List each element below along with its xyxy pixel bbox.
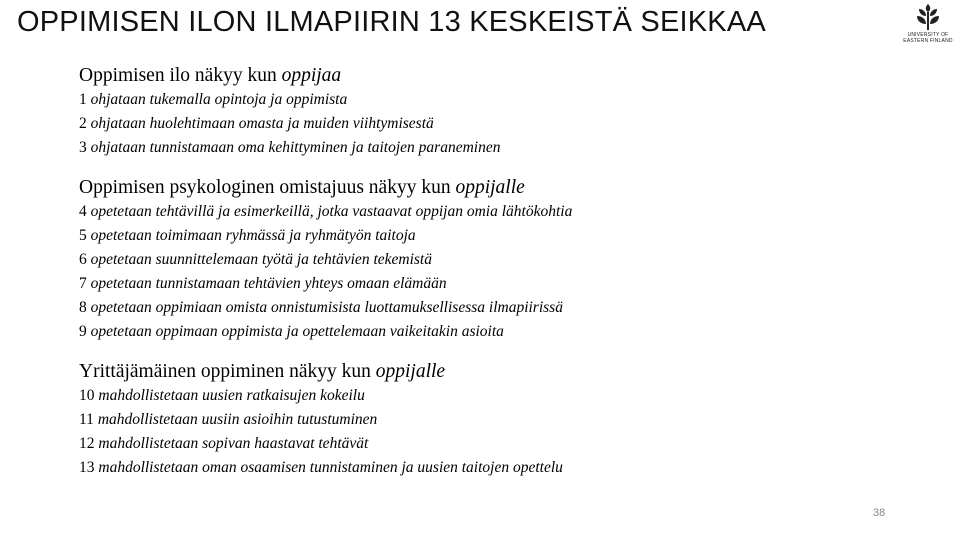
item-text: opetetaan tehtävillä ja esimerkeillä, jotka vastaavat oppijan omia lähtökohtia <box>90 203 573 220</box>
section-heading <box>79 360 899 384</box>
item-text: ohjataan tunnistamaan oma kehittyminen ja taitojen paraneminen <box>90 139 501 156</box>
list-item <box>79 456 899 480</box>
item-number: 2 <box>79 115 87 132</box>
item-number: 6 <box>79 251 87 268</box>
item-number: 1 <box>79 91 87 108</box>
list-item <box>79 384 899 408</box>
heading-emphasis: oppijalle <box>455 177 525 198</box>
slide-title: OPPIMISEN ILON ILMAPIIRIN 13 KESKEISTÄ SEIKKAA <box>17 6 766 38</box>
item-number: 9 <box>79 323 87 340</box>
item-number: 12 <box>79 435 95 452</box>
item-text: ohjataan huolehtimaan omasta ja muiden viihtymisestä <box>90 115 434 132</box>
item-text: opetetaan oppimaan oppimista ja opettelemaan vaikeitakin asioita <box>90 323 504 340</box>
item-number: 11 <box>79 411 94 428</box>
list-item <box>79 248 899 272</box>
list-item <box>79 272 899 296</box>
item-number: 7 <box>79 275 87 292</box>
item-text: opetetaan suunnittelemaan työtä ja tehtävien tekemistä <box>90 251 432 268</box>
list-item <box>79 88 899 112</box>
item-text: mahdollistetaan sopivan haastavat tehtävät <box>98 435 369 452</box>
item-text: mahdollistetaan uusien ratkaisujen kokeilu <box>98 387 365 404</box>
item-text: mahdollistetaan uusiin asioihin tutustuminen <box>97 411 378 428</box>
leaf-emblem-icon <box>914 2 942 32</box>
list-item <box>79 320 899 344</box>
logo-line-2: EASTERN FINLAND <box>903 38 953 44</box>
item-text: ohjataan tukemalla opintoja ja oppimista <box>90 91 348 108</box>
item-number: 8 <box>79 299 87 316</box>
university-logo <box>898 2 958 46</box>
page-number: 38 <box>873 507 886 519</box>
logo-line-1: UNIVERSITY OF <box>907 32 949 38</box>
section-oppimisen-ilo <box>79 64 899 160</box>
list-item <box>79 296 899 320</box>
list-item <box>79 200 899 224</box>
section-heading <box>79 176 899 200</box>
item-text: mahdollistetaan oman osaamisen tunnistaminen ja uusien taitojen opettelu <box>98 459 563 476</box>
slide-body <box>79 64 899 480</box>
heading-text: Oppimisen ilo näkyy kun <box>79 65 282 86</box>
list-item <box>79 136 899 160</box>
item-number: 4 <box>79 203 87 220</box>
section-heading <box>79 64 899 88</box>
heading-text: Yrittäjämäinen oppiminen näkyy kun <box>79 361 376 382</box>
list-item <box>79 224 899 248</box>
list-item <box>79 408 899 432</box>
item-number: 10 <box>79 387 95 404</box>
item-text: opetetaan toimimaan ryhmässä ja ryhmätyön taitoja <box>90 227 416 244</box>
section-yrittajamainen-oppiminen <box>79 360 899 480</box>
list-item <box>79 432 899 456</box>
heading-text: Oppimisen psykologinen omistajuus näkyy kun <box>79 177 456 198</box>
list-item <box>79 112 899 136</box>
heading-emphasis: oppijaa <box>281 65 342 86</box>
item-number: 3 <box>79 139 87 156</box>
item-number: 13 <box>79 459 95 476</box>
item-text: opetetaan tunnistamaan tehtävien yhteys omaan elämään <box>90 275 447 292</box>
section-psykologinen-omistajuus <box>79 176 899 344</box>
item-number: 5 <box>79 227 87 244</box>
item-text: opetetaan oppimiaan omista onnistumisista luottamuksellisessa ilmapiirissä <box>90 299 563 316</box>
heading-emphasis: oppijalle <box>375 361 446 382</box>
